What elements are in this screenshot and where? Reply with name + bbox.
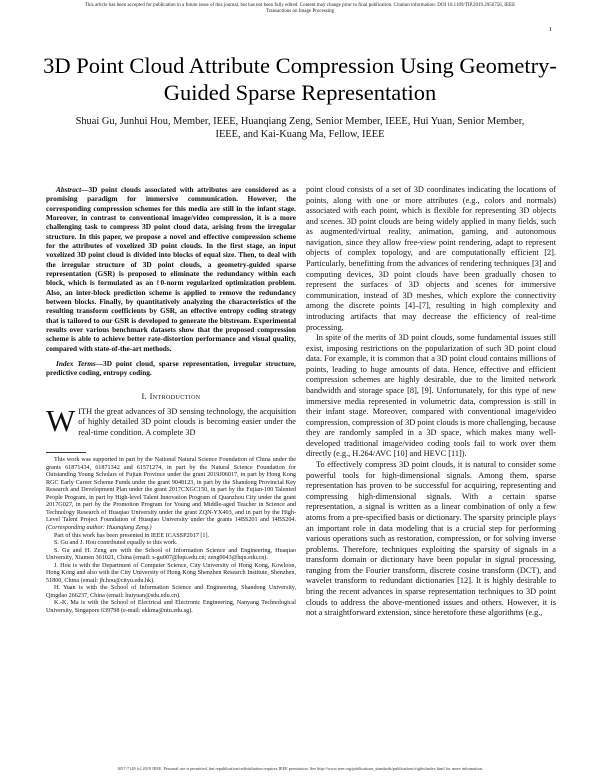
body-paragraph: point cloud consists of a set of 3D coordinates indicating the locations of points, along with one or more attributes (e.g., colors and normals) associated with each point, which is flexible for representing 3D objects and scenes. 3D point clouds are being widely applied in many fields, such as augmented/virtual reality, animation, gaming, and autonomous navigation, since they allow free-view point rendering, adapt to represent objects of complex topology, and are computationally efficient [2]. Particularly, benefitting from the advances of rendering techniques [3] and computing devices, 3D point clouds have been gradually chosen to represent the surfaces of 3D objects and scenes for immersive communication, instead of 3D meshes, which explore the connectivity among the discrete points [4]–[7], resulting in high complexity and introducing artifacts that may decrease the efficiency of real-time processing. [306,185,556,332]
left-column [46,185,296,616]
footnote-equal-contribution: S. Gu and J. Hou contributed equally to this work. [54,540,178,547]
banner-line-1: This article has been accepted for publication in a future issue of this journal, but has not been fully edited. Content may change prior to final publication. Citation information: DOI 10.1109/TIP.2019.2956756, IEEE [84,3,516,8]
footnotes [46,457,296,615]
body-paragraph: To effectively compress 3D point clouds, it is natural to consider some powerful tools for high-dimensional signals. Among them, sparse representation has proven to be successful for acquiring, representing and compressing high-dimensional signals. With a certain sparse representation, a signal is written as a linear combination of only a few atoms from a pre-specified basis or dictionary. The sparsity principle plays an important role in data modeling that is a crucial step for performing various operations such as restoration, compression, or for solving inverse problems. Therefore, techniques exploiting the sparsity of signals in a transform domain or dictionary have been popular in signal processing, ranging from the Fourier transform, discrete cosine transform (DCT), and wavelet transform to redundant dictionaries [12]. It is highly desirable to bring the recent advances in sparse representation techniques to 3D point clouds to address the above-mentioned issues and others. However, it is not a straightforward extension, since heretofore these algorithms (e.g., [306,460,556,618]
page-number: 1 [548,26,552,33]
right-column [306,185,556,619]
banner-line-2: Transactions on Image Processing [265,9,335,15]
drop-cap: W [46,402,76,438]
footnote-affiliation-hou: J. Hou is with the Department of Computer Science, City University of Hong Kong, Kowloon, Hong Kong and also with the City University of Hong Kong Shenzhen Research Institute, Shenzhen, 51800, China (email: jh.hou@cityu.edu.hk). [46,562,296,584]
section-heading-introduction: I. Introduction [141,391,201,401]
index-terms-lead: Index Terms [56,358,96,368]
copyright-banner: 1057-7149 (c) 2019 IEEE. Personal use is permitted, but republication/redistribution requires IEEE permission. See http://www.ieee.org/publications_standards/publications/rights/index.html for more information. [117,766,483,771]
index-terms-text: —3D point cloud, sparse representation, irregular structure, predictive coding, entropy coding. [46,358,296,378]
intro-paragraph [46,402,296,439]
footnote-affiliation-ma: K.-K. Ma is with the School of Electrical and Electronic Engineering, Nanyang Technological University, Singapore 639798 (e-mail: ekkma@ntu.edu.sg). [46,600,296,614]
footnote-icassp: Part of this work has been presented in IEEE ICASSP2017 [1]. [54,532,210,539]
footnote-affiliation-yuan: H. Yuan is with the School of Information Science and Engineering, Shandong University, Qingdao 266237, China (email: huiyuan@sdu.edu.cn). [46,585,296,599]
paper-title: 3D Point Cloud Attribute Compression Using Geometry-Guided Sparse Representation [43,53,557,105]
corresponding-author-note: (Corresponding author: Huanqiang Zeng.) [46,524,152,531]
author-list: Shuai Gu, Junhui Hou, Member, IEEE, Huanqiang Zeng, Senior Member, IEEE, Hui Yuan, Senior Member, IEEE, and Kai-Kuang Ma, Fellow, IEEE [75,116,525,140]
publication-banner [8,3,592,15]
intro-text: ITH the great advances of 3D sensing technology, the acquisition of highly detailed 3D point clouds is becoming easier under the real-time condition. A complete 3D [78,406,296,437]
body-paragraph: In spite of the merits of 3D point clouds, some fundamental issues still exist, imposing restrictions on the popularization of such 3D point cloud data. For example, it is common that a 3D point cloud contains millions of points, leading to huge amounts of data. Hence, effective and efficient compression schemes are highly desirable, due to the limited network bandwidth and storage space [8], [9]. Unfortunately, for this type of new immersive media represented in volumetric data, compression is still in their infant stage. Moreover, compared with conventional image/video compression, compression of 3D point clouds is more challenging, because they are randomly sampled in a 3D space, which makes many well-developed traditional image/video coding tools fail to work over them directly (e.g., H.264/AVC [10] and HEVC [11]). [306,333,557,459]
index-terms [46,359,296,378]
footnote-rule [46,452,86,453]
abstract-text: —3D point clouds associated with attributes are considered as a promising paradigm for immersive communication. However, the corresponding compression schemes for this media are still in the infant stage. Moreover, in contrast to conventional image/video compression, it is a more challenging task to compress 3D point cloud data, arising from the irregular structure. In this paper, we propose a novel and effective compression scheme for the attributes of voxelized 3D point clouds. In the first stage, an input voxelized 3D point cloud is divided into blocks of equal size. Then, to deal with the irregular structure of 3D point clouds, a geometry-guided sparse representation (GSR) is proposed to eliminate the redundancy within each block, which is formulated as an ℓ0-norm regularized optimization problem. Also, an inter-block prediction scheme is applied to remove the redundancy between blocks. Finally, by quantitatively analyzing the characteristics of the resulting transform coefficients by GSR, an effective entropy coding strategy that is tailored to our GSR is developed to generate the bitstream. Experimental results over various benchmark datasets show that the proposed compression scheme is able to achieve better rate-distortion performance and visual quality, compared with state-of-the-art methods. [46,185,296,353]
abstract [46,185,296,353]
footnote-affiliation-gu-zeng: S. Gu and H. Zeng are with the School of Information Science and Engineering, Huaqiao University, Xiamen 361021, China (email: s-gu007@hqu.edu.cn; zeng0043@hqu.edu.cn). [46,547,296,562]
footnote-funding: This work was supported in part by the National Natural Science Foundation of China under the grants 61871434, 61871342 and 61571274, in part by the Natural Science Foundation for Outstanding Young Scholars of Fujian Province under the grant 2019J06017, in part by Hong Kong RGC Early Career Scheme Funds under the grant 9048123, in part by the Shandong Provincial Key Research and Development Plan under the grant 2017CXGC150, in part by the Fujian-100 Talented People Program, in part by High-level Talent Innovation Program of Quanzhou City under the grant 2017G027, in part by the Promotion Program for Young and Middle-aged Teacher in Science and Technology Research of Huaqiao University under the grant ZQN-YX403, and in part by the High-Level Talent Project Foundation of Huaqiao University under the grants 14BS201 and 14BS204. (Corresponding author: Huanqiang Zeng.) [46,457,296,531]
abstract-lead: Abstract [56,185,82,194]
